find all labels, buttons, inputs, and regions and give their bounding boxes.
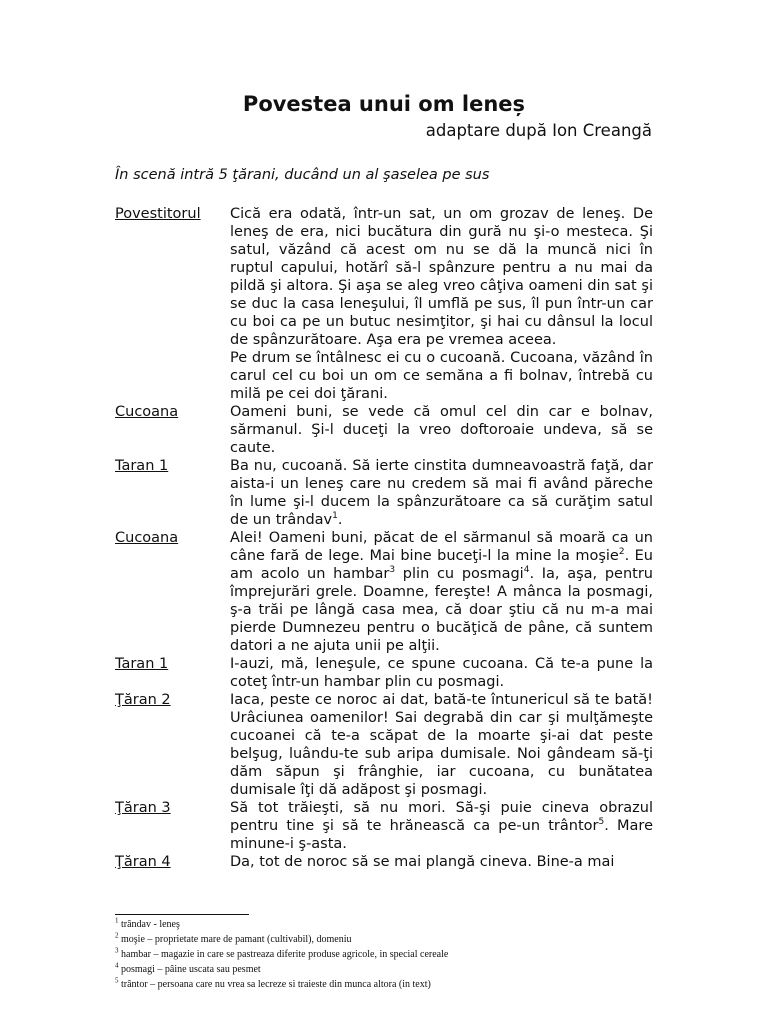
footnote-text: trântor – persoana care nu vrea sa lecreze si traieste din munca altora (in text) [118, 979, 431, 990]
speech-segment: . Ia, aşa, pentru împrejurări grele. Doamne, fereşte! A mânca la posmagi, ş-a trăi pe lângă casa mea, că doar ştiu că nu m-a mai pierde Dumnezeu pentru o bucăţică de pâne, că suntem datori a ne ajuta unii pe alţii. [230, 566, 653, 654]
footnote-item [115, 932, 655, 947]
speech-segment: . Eu am acolo un hambar [230, 548, 653, 582]
speech-paragraph: Cică era odată, într-un sat, un om grozav de leneş. De leneş de era, nici bucătura din gură nu şi-o mesteca. Şi satul, văzând că acest om nu se dă la muncă nici în ruptul capului, hotărî să-l spânzure pentru a nu mai da pildă şi altora. Şi aşa se aleg vreo câţiva oameni din sat şi se duc la casa leneşului, îl umflă pe sus, îl pun într-un car cu boi ca pe un butuc nesimţitor, şi hai cu dânsul la locul de spânzurătoare. Aşa era pe vremea aceea. [230, 206, 653, 348]
page-subtitle: adaptare după Ion Creangă [425, 121, 652, 140]
footnote-number: 2 [115, 931, 119, 940]
speaker-name: Ţăran 3 [115, 800, 171, 816]
speech-paragraph: Pe drum se întâlnesc ei cu o cucoană. Cucoana, văzând în carul cel cu boi un om ce semăna a fi bolnav, întrebă cu milă pe cei doi ţărani. [230, 350, 653, 402]
footnote-item [115, 947, 655, 962]
dialogue-row-taran-1 [115, 457, 653, 529]
footnote-ref[interactable]: 1 [332, 511, 338, 522]
footnote-item [115, 917, 655, 932]
dialogue-row-cucoana [115, 403, 653, 457]
speech-segment: . Mare minune-i ş-asta. [230, 818, 653, 852]
speaker-name: Cucoana [115, 404, 179, 420]
footnote-text: trândav - leneş [118, 919, 180, 930]
footnote-number: 1 [115, 916, 119, 925]
dialogue-row-taran-3 [115, 799, 653, 853]
speech-segment: Oameni buni, se vede că omul cel din car e bolnav, sărmanul. Şi-l duceţi la vreo doftoroaie undeva, să se caute. [230, 404, 653, 456]
speech-text [230, 457, 653, 529]
speech-text [230, 529, 653, 655]
dialogue-row-cucoana [115, 529, 653, 655]
speech-text [230, 655, 653, 691]
footnote-number: 3 [115, 946, 119, 955]
speech-segment: Să tot trăieşti, să nu mori. Să-şi puie cineva obrazul pentru tine şi să te hrănească ca pe-un trântor [230, 800, 653, 834]
speaker-name: Ţăran 2 [115, 692, 171, 708]
stage-direction: În scenă intră 5 ţărani, ducând un al şaselea pe sus [115, 167, 490, 183]
footnote-item [115, 977, 655, 992]
page-title: Povestea unui om leneș [242, 92, 526, 116]
speaker-name: Taran 1 [115, 458, 169, 474]
footnote-text: moşie – proprietate mare de pamant (cultivabil), domeniu [118, 934, 352, 945]
dialogue-row-taran-2 [115, 691, 653, 799]
footnote-item [115, 962, 655, 977]
speaker-name: Cucoana [115, 530, 179, 546]
footnote-ref[interactable]: 2 [618, 547, 625, 558]
footnote-text: hambar – magazie in care se pastreaza diferite produse agricole, in special cereale [118, 949, 449, 960]
speech-segment: plin cu posmagi [395, 566, 524, 582]
footnote-number: 5 [115, 976, 119, 985]
footnote-ref[interactable]: 5 [598, 817, 605, 828]
footnote-ref[interactable]: 3 [389, 565, 396, 576]
speech-segment: Iaca, peste ce noroc ai dat, bată-te întunericul să te bată! Urâciunea oamenilor! Sai degrabă din car şi mulţămeşte cucoanei că te-a scăpat de la moarte şi-ai dat peste belşug, luându-te sub aripa dumisale. Noi gândeam să-ţi dăm săpun şi frânghie, iar cucoana, cu bunătatea dumisale îţi dă adăpost şi posmagi. [230, 692, 653, 798]
speech-text [230, 799, 653, 853]
speech-segment: I-auzi, mă, leneşule, ce spune cucoana. Că te-a pune la coteţ într-un hambar plin cu posmagi. [230, 656, 653, 690]
speech-segment: Da, tot de noroc să se mai plangă cineva. Bine-a mai [230, 854, 615, 870]
speech-text [230, 853, 653, 871]
footnote-number: 4 [115, 961, 119, 970]
speaker-name: Povestitorul [115, 206, 201, 222]
footnote-text: posmagi – pâine uscata sau pesmet [118, 964, 261, 975]
speaker-name: Ţăran 4 [115, 854, 171, 870]
speech-segment: Ba nu, cucoană. Să ierte cinstita dumneavoastră faţă, dar aista-i un leneş care nu credem să mai fi având păreche în lume şi-l ducem la spânzurătoare ca să curăţim satul de un trândav [230, 458, 653, 528]
dialogue-row-povestitorul [115, 205, 653, 403]
speaker-name: Taran 1 [115, 656, 169, 672]
footnote-divider [115, 914, 249, 915]
speech-segment: Alei! Oameni buni, păcat de el sărmanul să moară ca un câne fară de lege. Mai bine buceţi-l la mine la moşie [230, 530, 653, 564]
speech-text [230, 691, 653, 799]
dialogue-row-taran-1 [115, 655, 653, 691]
speech-text [230, 205, 653, 403]
dialogue-script [115, 205, 653, 871]
footnote-ref[interactable]: 4 [523, 565, 530, 576]
footnotes [115, 914, 655, 992]
speech-text [230, 403, 653, 457]
speech-segment: . [337, 512, 343, 528]
dialogue-row-taran-4 [115, 853, 653, 871]
